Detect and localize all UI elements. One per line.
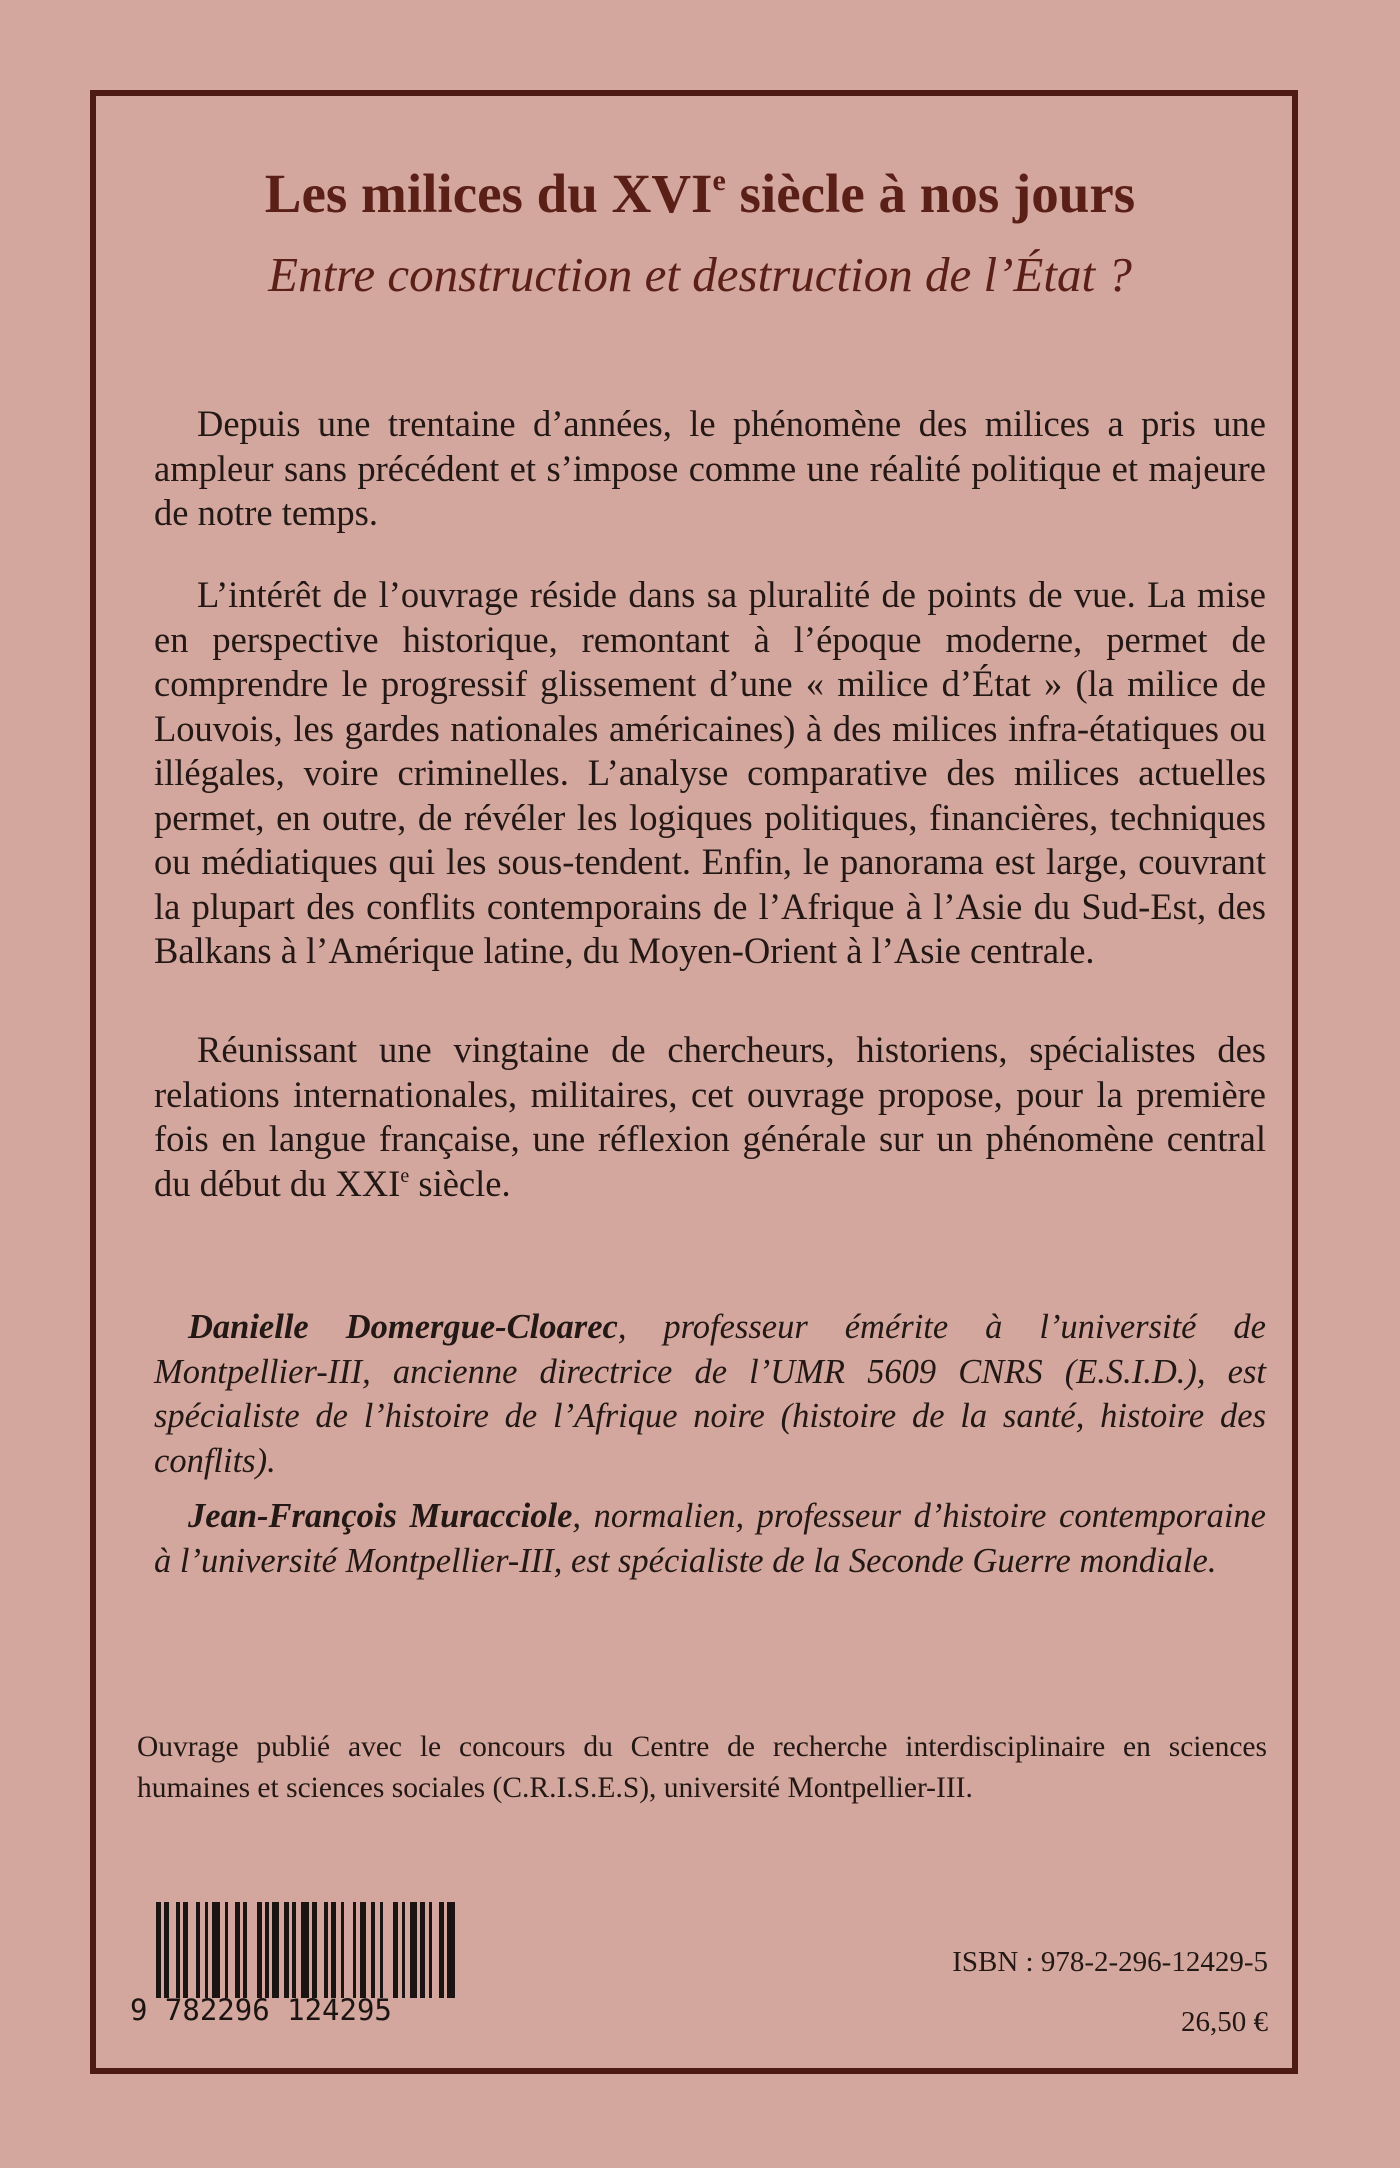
barcode-bar [188,1902,196,1998]
isbn: ISBN : 978-2-296-12429-5 [952,1946,1268,1978]
summary-paragraph-1: Depuis une trentaine d’années, le phénomène des milices a pris une ampleur sans précédent et s’impose comme une réalité politique et majeure de notre temps. [154,403,1266,533]
barcode-bar [228,1902,235,1998]
price: 26,50 € [1181,2006,1268,2038]
barcode-bar [169,1902,176,1998]
barcode-bar [432,1902,439,1998]
author-name: Danielle Domergue-Cloarec [188,1308,618,1346]
barcode-bar [212,1902,220,1998]
barcode-number: 9 782296 124295 [130,1993,392,2027]
summary-paragraph-2: L’intérêt de l’ouvrage réside dans sa pluralité de points de vue. La mise en perspective historique, remontant à l’époque moderne, permet de comprendre le progressif glissement d’une « milice d’État » (la milice de Louvois, les gardes nationales américaines) à des milices infra-étatiques ou illégales, voire criminelles. L’analyse comparative des milices actuelles permet, en outre, de révéler les logiques politiques, financières, techniques ou médiatiques qui les sous-tendent. Enfin, le panorama est large, couvrant la plupart des conflits contemporains de l’Afrique à l’Asie du Sud-Est, des Balkans à l’Amérique latine, du Moyen-Orient à l’Asie centrale. [154,574,1266,971]
barcode-bar [410,1902,417,1998]
barcode [156,1902,461,1998]
barcode-bar [247,1902,257,1998]
book-subtitle: Entre construction et destruction de l’État ? [268,247,1132,302]
barcode-bar [383,1902,393,1998]
barcode-bar [272,1902,279,1998]
author-bio-2: Jean-François Muracciole, normalien, professeur d’histoire contemporaine à l’université Montpellier-III, est spécialiste de la Seconde Guerre mondiale. [154,1497,1266,1580]
author-bio-1: Danielle Domergue-Cloarec, professeur émérite à l’université de Montpellier-III, ancienne directrice de l’UMR 5609 CNRS (E.S.I.D.), est spécialiste de l’histoire de l’Afrique noire (histoire de la santé, histoire des conflits). [154,1308,1266,1480]
barcode-bar [455,1902,460,1998]
barcode-bar [360,1902,367,1998]
barcode-bar [301,1902,309,1998]
summary-paragraph-3: Réunissant une vingtaine de chercheurs, historiens, spécialistes des relations internationales, militaires, cet ouvrage propose, pour la première fois en langue française, une réflexion générale sur un phénomène central du début du XXIe siècle. [154,1029,1266,1204]
barcode-bar [344,1902,352,1998]
publication-support-note: Ouvrage publié avec le concours du Centre de recherche interdisciplinaire en sciences humaines et sciences sociales (C.R.I.S.E.S), université Montpellier-III. [137,1731,1267,1804]
book-title: Les milices du XVIe siècle à nos jours [264,163,1136,224]
author-name: Jean-François Muracciole [188,1497,573,1535]
barcode-bar [317,1902,324,1998]
barcode-bar [447,1902,455,1998]
